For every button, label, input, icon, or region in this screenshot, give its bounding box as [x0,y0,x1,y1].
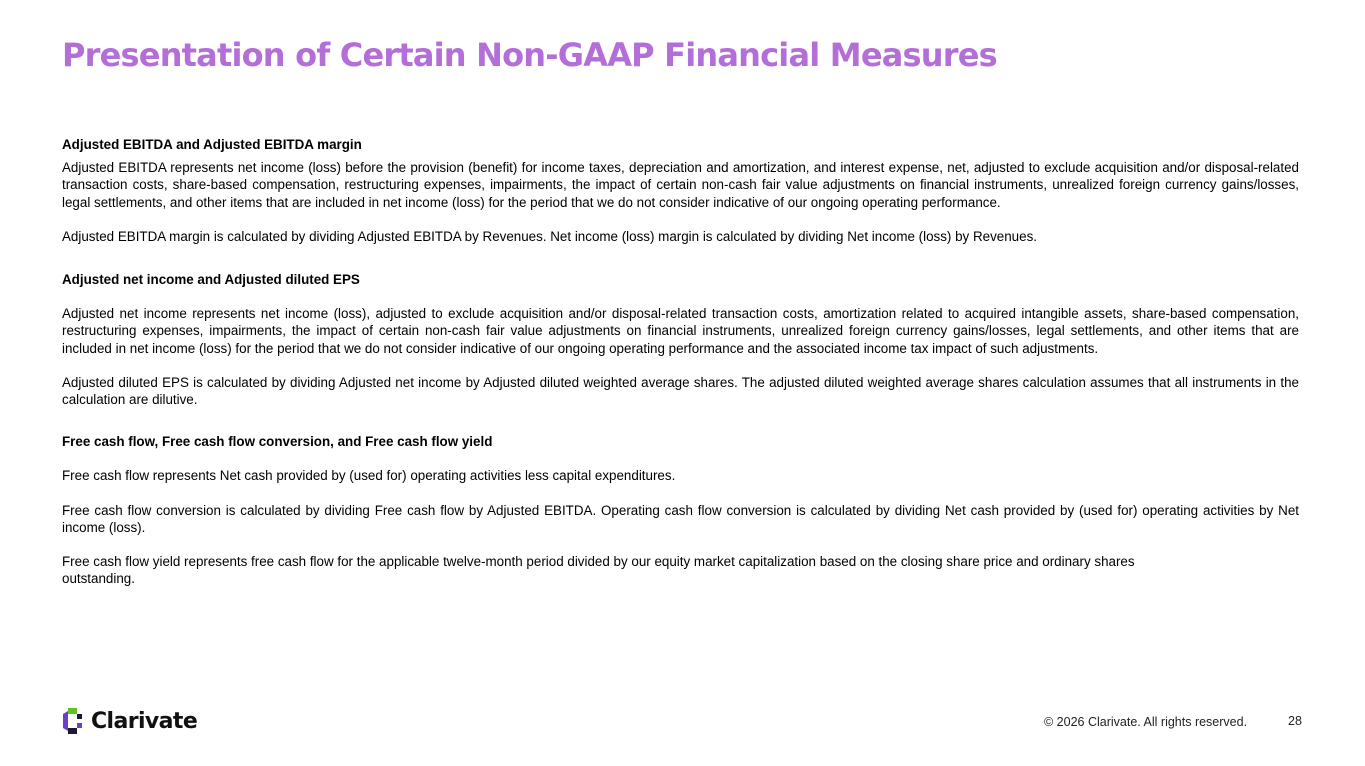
paragraph: Free cash flow yield represents free cash flow for the applicable twelve-month period divided by our equity market capitalization based on the closing share price and ordinary shares outstanding. [62,554,1135,587]
section-heading: Adjusted net income and Adjusted diluted EPS [62,272,360,288]
slide-body [62,136,1299,587]
paragraph: Adjusted EBITDA represents net income (loss) before the provision (benefit) for income taxes, depreciation and amortization, and interest expense, net, adjusted to exclude acquisition and/or disposal-related transaction costs, share-based compensation, restructuring expenses, impairments, the impact of certain non-cash fair value adjustments on financial instruments, unrealized foreign currency gains/losses, legal settlements, and other items that are included in net income (loss) for the period that we do not consider indicative of our ongoing operating performance. [62,160,1299,210]
paragraph: Adjusted diluted EPS is calculated by dividing Adjusted net income by Adjusted diluted weighted average shares. The adjusted diluted weighted average shares calculation assumes that all instruments in the calculation are dilutive. [62,374,1299,408]
page-number: 28 [1288,714,1302,728]
logo-wordmark: Clarivate [91,708,198,734]
copyright-notice: © 2026 Clarivate. All rights reserved. [1044,715,1248,729]
section-adjusted-net-income [62,271,1299,408]
clarivate-logo [62,707,197,735]
section-free-cash-flow [62,433,1299,587]
clarivate-mark-icon [62,707,86,735]
paragraph: Free cash flow conversion is calculated by dividing Free cash flow by Adjusted EBITDA. Operating cash flow conversion is calculated by dividing Net cash provided by (used for) operating activities by Net income (loss). [62,502,1299,535]
paragraph: Free cash flow represents Net cash provided by (used for) operating activities less capital expenditures. [62,468,676,484]
paragraph: Adjusted net income represents net income (loss), adjusted to exclude acquisition and/or disposal-related transaction costs, amortization related to acquired intangible assets, share-based compensation, restructuring expenses, impairments, the impact of certain non-cash fair value adjustments on financial instruments, unrealized foreign currency gains/losses, legal settlements, and other items that are included in net income (loss) for the period that we do not consider indicative of our ongoing operating performance and the associated income tax impact of such adjustments. [62,306,1299,356]
section-heading: Adjusted EBITDA and Adjusted EBITDA margin [62,137,362,152]
slide-title: Presentation of Certain Non-GAAP Financial Measures [62,36,997,74]
section-adjusted-ebitda [62,136,1299,245]
section-heading: Free cash flow, Free cash flow conversion, and Free cash flow yield [62,434,493,450]
paragraph: Adjusted EBITDA margin is calculated by dividing Adjusted EBITDA by Revenues. Net income (loss) margin is calculated by dividing Net income (loss) by Revenues. [62,228,1037,244]
